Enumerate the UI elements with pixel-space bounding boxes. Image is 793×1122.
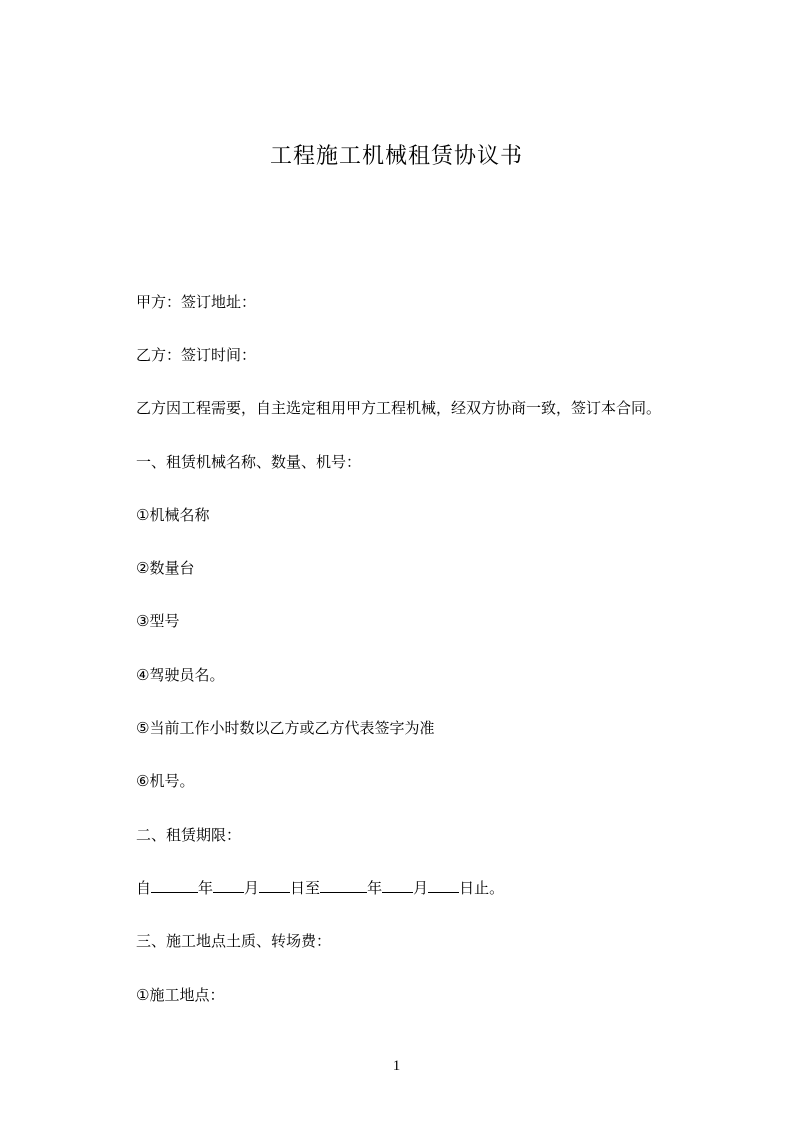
period-day-end: 日止。 [459, 879, 505, 897]
list-item: ⑤当前工作小时数以乙方或乙方代表签字为准 [136, 719, 435, 737]
month-blank [213, 878, 244, 893]
period-month-2: 月 [413, 879, 429, 897]
party-b-line: 乙方：签订时间： [136, 346, 257, 364]
period-month: 月 [244, 879, 260, 897]
list-item: ①机械名称 [136, 506, 210, 524]
list-item: ①施工地点： [136, 986, 225, 1004]
period-year: 年 [198, 879, 214, 897]
list-item: ③型号 [136, 612, 180, 630]
period-from: 自 [136, 879, 152, 897]
lease-period-line [136, 878, 504, 898]
document-title: 工程施工机械租赁协议书 [269, 144, 523, 169]
year-blank [151, 878, 198, 893]
period-day-to: 日至 [290, 879, 321, 897]
end-year-blank [320, 878, 367, 893]
day-blank [259, 878, 290, 893]
section-3-heading: 三、施工地点土质、转场费： [136, 932, 332, 950]
list-item: ④驾驶员名。 [136, 666, 225, 684]
section-1-heading: 一、租赁机械名称、数量、机号： [136, 453, 362, 471]
period-year-2: 年 [367, 879, 383, 897]
end-month-blank [382, 878, 413, 893]
section-2-heading: 二、租赁期限： [136, 826, 242, 844]
page-number: 1 [392, 1058, 401, 1074]
party-a-line: 甲方：签订地址： [136, 293, 257, 311]
intro-paragraph: 乙方因工程需要，自主选定租用甲方工程机械，经双方协商一致，签订本合同。 [136, 399, 662, 417]
end-day-blank [428, 878, 459, 893]
list-item: ②数量台 [136, 559, 195, 577]
list-item: ⑥机号。 [136, 772, 195, 790]
